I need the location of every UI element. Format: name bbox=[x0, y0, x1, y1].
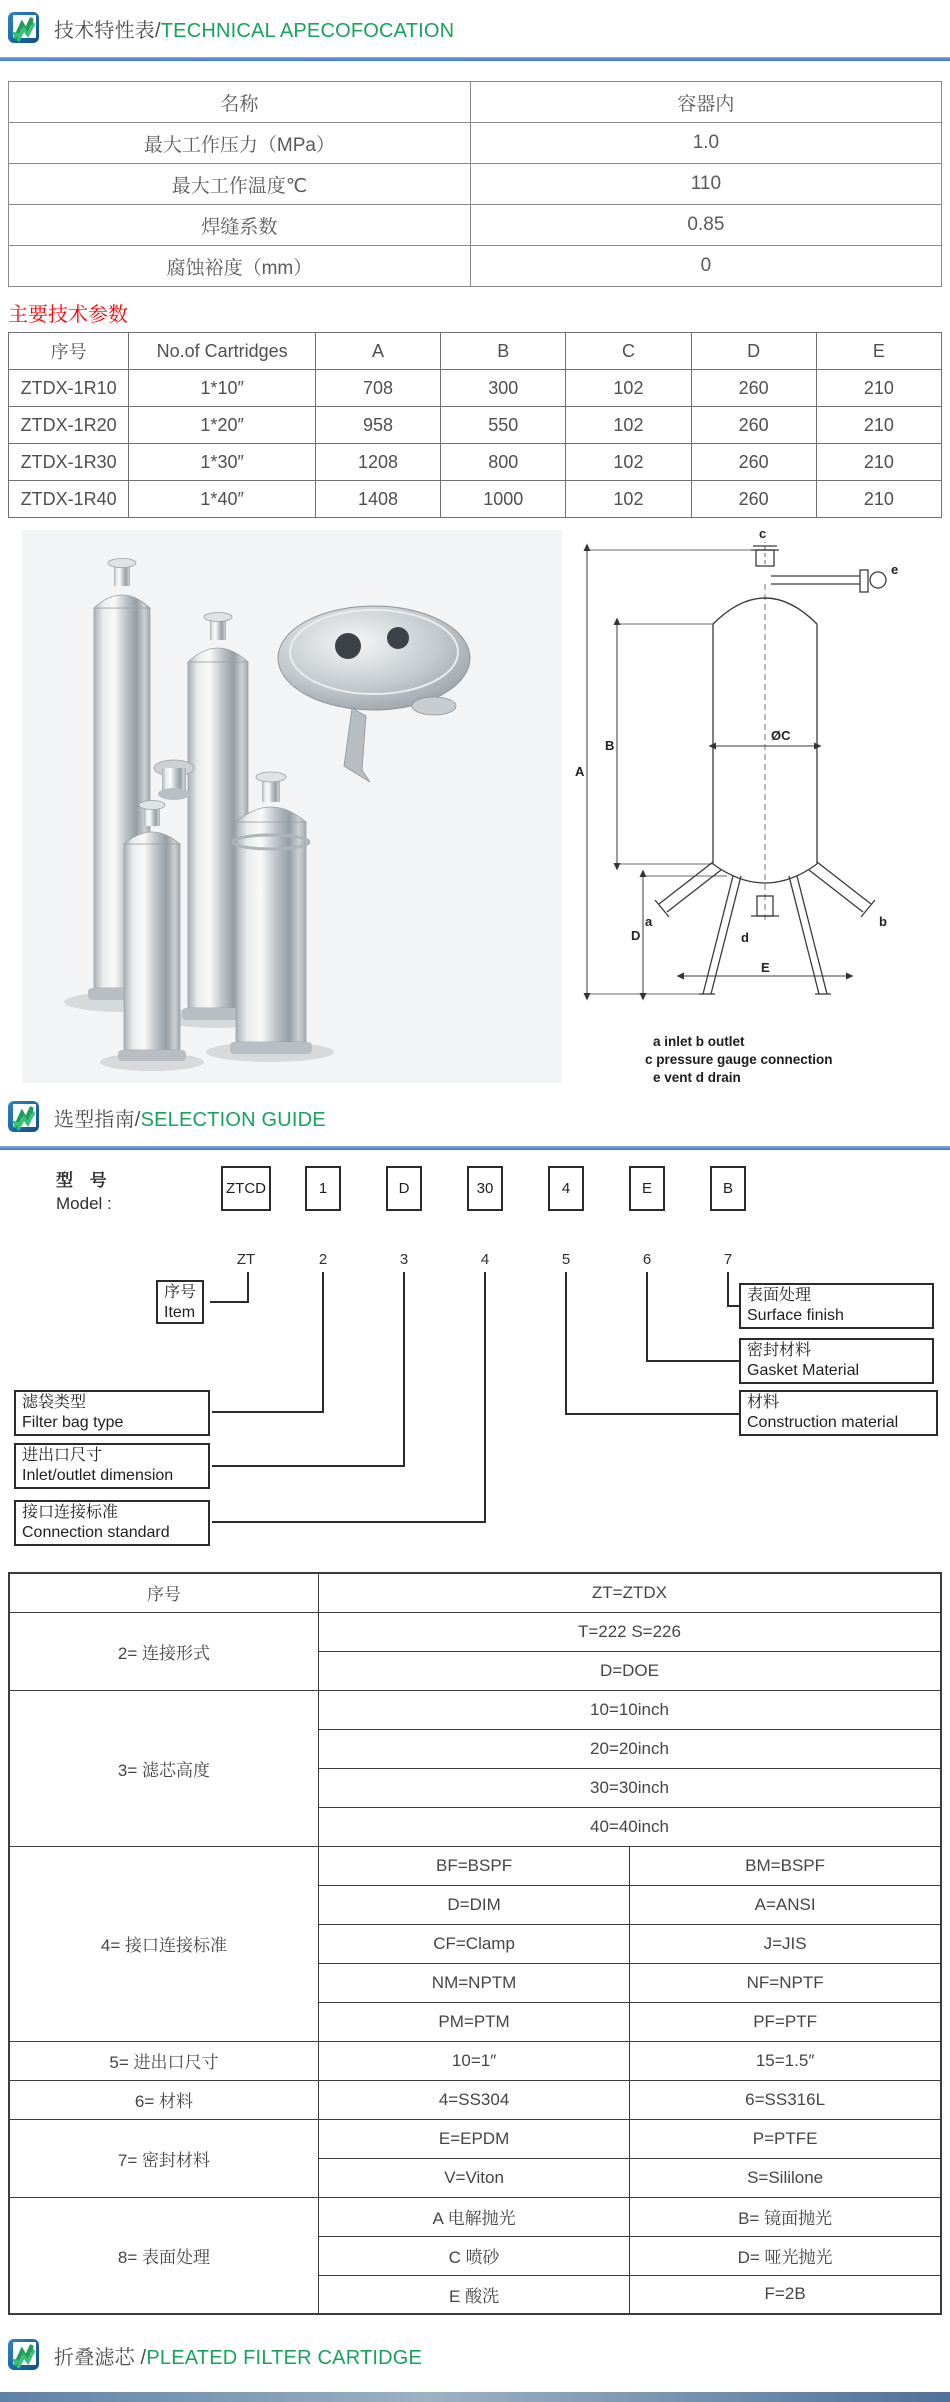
selection-group-label: 3= 滤芯高度 bbox=[9, 1690, 318, 1846]
selection-value-right: PF=PTF bbox=[630, 2002, 941, 2041]
params-value-cell: 1*20″ bbox=[129, 407, 316, 444]
selection-value-left: 10=1″ bbox=[318, 2041, 629, 2080]
spec-value: 0 bbox=[470, 246, 941, 287]
params-model-cell: ZTDX-1R30 bbox=[9, 444, 129, 481]
model-position-number: 6 bbox=[642, 1251, 652, 1268]
selection-value-left: E 酸洗 bbox=[318, 2275, 629, 2314]
params-model-cell: ZTDX-1R20 bbox=[9, 407, 129, 444]
selection-group-label: 2= 连接形式 bbox=[9, 1612, 318, 1690]
params-value-cell: 550 bbox=[441, 407, 566, 444]
callout-en: Construction material bbox=[747, 1414, 899, 1432]
model-position-number: 5 bbox=[561, 1251, 571, 1268]
params-header-cell: A bbox=[315, 333, 440, 370]
callout-surface-finish bbox=[739, 1283, 934, 1329]
brand-logo-icon bbox=[8, 10, 42, 46]
model-position-number: ZT bbox=[236, 1251, 256, 1268]
selection-value-left: A 电解抛光 bbox=[318, 2197, 629, 2236]
params-value-cell: 260 bbox=[691, 407, 816, 444]
callout-zh: 接口连接标准 bbox=[22, 1504, 119, 1521]
params-value-cell: 300 bbox=[441, 370, 566, 407]
callout-connection-standard bbox=[14, 1500, 210, 1546]
params-model-cell: ZTDX-1R40 bbox=[9, 481, 129, 518]
selection-value-right: 15=1.5″ bbox=[630, 2041, 941, 2080]
technical-drawing bbox=[565, 524, 950, 1089]
section-header-technical bbox=[0, 0, 950, 50]
model-label-zh: 型 号 bbox=[56, 1171, 113, 1190]
selection-value-left: PM=PTM bbox=[318, 2002, 629, 2041]
model-code-box: D bbox=[386, 1166, 422, 1211]
selection-row bbox=[9, 1573, 941, 1612]
params-value-cell: 210 bbox=[816, 407, 941, 444]
callout-en: Connection standard bbox=[22, 1524, 170, 1542]
title-en: SELECTION GUIDE bbox=[140, 1108, 326, 1131]
title-en: PLEATED FILTER CARTIDGE bbox=[146, 2346, 423, 2369]
title-en: TECHNICAL APECOFOCATION bbox=[160, 19, 455, 42]
callout-filter-bag-type bbox=[14, 1390, 210, 1436]
selection-row bbox=[9, 1612, 941, 1651]
model-code-box: E bbox=[629, 1166, 665, 1211]
params-value-cell: 102 bbox=[566, 407, 691, 444]
spec-label: 腐蚀裕度（mm） bbox=[9, 246, 471, 287]
selection-row bbox=[9, 1690, 941, 1729]
selection-value-right: B= 镜面抛光 bbox=[630, 2197, 941, 2236]
params-value-cell: 958 bbox=[315, 407, 440, 444]
params-value-cell: 1408 bbox=[315, 481, 440, 518]
blue-divider bbox=[0, 57, 950, 61]
title-zh: 选型指南/ bbox=[54, 1108, 141, 1131]
callout-zh: 密封材料 bbox=[747, 1342, 812, 1359]
selection-value-left: C 喷砂 bbox=[318, 2236, 629, 2275]
params-header-cell: E bbox=[816, 333, 941, 370]
params-value-cell: 260 bbox=[691, 444, 816, 481]
drawing-dim-a: A bbox=[575, 764, 585, 779]
params-row bbox=[9, 444, 942, 481]
callout-gasket-material bbox=[739, 1338, 934, 1384]
model-position-number: 3 bbox=[399, 1251, 409, 1268]
callout-zh: 表面处理 bbox=[747, 1287, 812, 1304]
selection-value-left: BF=BSPF bbox=[318, 1846, 629, 1885]
selection-value-right: D= 哑光抛光 bbox=[630, 2236, 941, 2275]
selection-row bbox=[9, 2119, 941, 2158]
selection-value-full: D=DOE bbox=[318, 1651, 941, 1690]
spec-table bbox=[8, 81, 942, 287]
params-value-cell: 260 bbox=[691, 481, 816, 518]
params-row bbox=[9, 370, 942, 407]
params-header-cell: C bbox=[566, 333, 691, 370]
selection-value-left: CF=Clamp bbox=[318, 1924, 629, 1963]
selection-value-full: 20=20inch bbox=[318, 1729, 941, 1768]
spec-row bbox=[9, 82, 942, 123]
params-value-cell: 102 bbox=[566, 370, 691, 407]
drawing-point-e: e bbox=[891, 562, 899, 577]
selection-table bbox=[8, 1572, 942, 2315]
title-zh: 技术特性表/ bbox=[54, 19, 161, 42]
spec-value: 110 bbox=[470, 164, 941, 205]
selection-value-right: P=PTFE bbox=[630, 2119, 941, 2158]
drawing-dim-d: D bbox=[631, 928, 641, 943]
selection-row bbox=[9, 2197, 941, 2236]
page-title bbox=[54, 2341, 422, 2370]
callout-item bbox=[156, 1280, 204, 1324]
spec-row bbox=[9, 246, 942, 287]
params-value-cell: 1*40″ bbox=[129, 481, 316, 518]
params-row bbox=[9, 407, 942, 444]
callout-construction-material bbox=[739, 1390, 938, 1436]
callout-en: Surface finish bbox=[747, 1307, 844, 1325]
title-zh: 折叠滤芯 / bbox=[54, 2346, 147, 2369]
drawing-point-a: a bbox=[645, 914, 653, 929]
callout-en: Inlet/outlet dimension bbox=[22, 1467, 174, 1485]
figures bbox=[0, 524, 950, 1089]
selection-group-label: 4= 接口连接标准 bbox=[9, 1846, 318, 2041]
selection-value-left: D=DIM bbox=[318, 1885, 629, 1924]
page-title bbox=[54, 1103, 326, 1132]
drawing-dim-e: E bbox=[761, 960, 770, 975]
callout-inlet-outlet-dimension bbox=[14, 1443, 210, 1489]
model-label-en: Model : bbox=[56, 1193, 112, 1213]
drawing-point-d: d bbox=[741, 930, 749, 945]
spec-label: 最大工作温度℃ bbox=[9, 164, 471, 205]
selection-value-left: 4=SS304 bbox=[318, 2080, 629, 2119]
selection-row bbox=[9, 1846, 941, 1885]
params-value-cell: 210 bbox=[816, 370, 941, 407]
model-code-box: 1 bbox=[305, 1166, 341, 1211]
model-code-box: B bbox=[710, 1166, 746, 1211]
selection-value-full: 30=30inch bbox=[318, 1768, 941, 1807]
model-position-number: 4 bbox=[480, 1251, 490, 1268]
selection-group-label: 8= 表面处理 bbox=[9, 2197, 318, 2314]
brand-logo-icon bbox=[8, 2337, 42, 2373]
params-value-cell: 1000 bbox=[441, 481, 566, 518]
callout-en: Item bbox=[164, 1304, 196, 1322]
selection-group-label: 6= 材料 bbox=[9, 2080, 318, 2119]
spec-row bbox=[9, 164, 942, 205]
spec-value: 0.85 bbox=[470, 205, 941, 246]
callout-zh: 材料 bbox=[747, 1394, 780, 1411]
selection-value-right: NF=NPTF bbox=[630, 1963, 941, 2002]
selection-value-right: F=2B bbox=[630, 2275, 941, 2314]
params-value-cell: 1208 bbox=[315, 444, 440, 481]
selection-value-right: 6=SS316L bbox=[630, 2080, 941, 2119]
params-value-cell: 210 bbox=[816, 444, 941, 481]
drawing-point-b: b bbox=[879, 914, 887, 929]
drawing-dim-b: B bbox=[605, 738, 615, 753]
callout-zh: 滤袋类型 bbox=[22, 1394, 87, 1411]
brand-logo-icon bbox=[8, 1099, 42, 1135]
bottom-divider-bar bbox=[0, 2392, 950, 2402]
params-table bbox=[8, 332, 942, 518]
params-header-cell: D bbox=[691, 333, 816, 370]
drawing-legend-line2: c pressure gauge connection bbox=[645, 1052, 833, 1067]
drawing-legend-line3: e vent d drain bbox=[653, 1070, 741, 1085]
spec-label: 名称 bbox=[9, 82, 471, 123]
selection-value-full: 40=40inch bbox=[318, 1807, 941, 1846]
product-photo-illustration bbox=[22, 530, 562, 1083]
selection-group-label: 序号 bbox=[9, 1573, 318, 1612]
drawing-legend-line1: a inlet b outlet bbox=[653, 1034, 745, 1049]
spec-row bbox=[9, 205, 942, 246]
params-value-cell: 102 bbox=[566, 481, 691, 518]
section-header-pleated-cartridge bbox=[0, 2327, 950, 2377]
selection-value-left: V=Viton bbox=[318, 2158, 629, 2197]
params-model-cell: ZTDX-1R10 bbox=[9, 370, 129, 407]
selection-value-right: A=ANSI bbox=[630, 1885, 941, 1924]
params-value-cell: 1*10″ bbox=[129, 370, 316, 407]
spec-row bbox=[9, 123, 942, 164]
callout-en: Filter bag type bbox=[22, 1414, 124, 1432]
params-value-cell: 210 bbox=[816, 481, 941, 518]
params-value-cell: 708 bbox=[315, 370, 440, 407]
params-header-cell: 序号 bbox=[9, 333, 129, 370]
spec-value: 容器内 bbox=[470, 82, 941, 123]
selection-group-label: 5= 进出口尺寸 bbox=[9, 2041, 318, 2080]
selection-group-label: 7= 密封材料 bbox=[9, 2119, 318, 2197]
model-position-number: 2 bbox=[318, 1251, 328, 1268]
model-position-number: 7 bbox=[723, 1251, 733, 1268]
selection-value-full: 10=10inch bbox=[318, 1690, 941, 1729]
selection-value-right: J=JIS bbox=[630, 1924, 941, 1963]
callout-en: Gasket Material bbox=[747, 1362, 860, 1380]
params-row bbox=[9, 481, 942, 518]
selection-value-left: E=EPDM bbox=[318, 2119, 629, 2158]
page-title bbox=[54, 14, 454, 43]
drawing-point-c: c bbox=[759, 526, 767, 541]
selection-value-full: T=222 S=226 bbox=[318, 1612, 941, 1651]
spec-value: 1.0 bbox=[470, 123, 941, 164]
params-heading: 主要技术参数 bbox=[8, 304, 128, 326]
model-code-box: ZTCD bbox=[221, 1166, 271, 1211]
model-selection-diagram bbox=[0, 1150, 950, 1550]
drawing-dim-c: ØC bbox=[771, 728, 791, 743]
params-header-cell: B bbox=[441, 333, 566, 370]
callout-zh: 进出口尺寸 bbox=[22, 1447, 103, 1464]
params-header-row bbox=[9, 333, 942, 370]
selection-value-right: BM=BSPF bbox=[630, 1846, 941, 1885]
selection-row bbox=[9, 2041, 941, 2080]
selection-row bbox=[9, 2080, 941, 2119]
params-value-cell: 800 bbox=[441, 444, 566, 481]
selection-value-right: S=Sililone bbox=[630, 2158, 941, 2197]
params-value-cell: 1*30″ bbox=[129, 444, 316, 481]
section-header-selection bbox=[0, 1089, 950, 1139]
model-code-box: 4 bbox=[548, 1166, 584, 1211]
params-value-cell: 260 bbox=[691, 370, 816, 407]
spec-label: 最大工作压力（MPa） bbox=[9, 123, 471, 164]
callout-zh: 序号 bbox=[164, 1284, 197, 1301]
model-code-box: 30 bbox=[467, 1166, 503, 1211]
selection-value-left: NM=NPTM bbox=[318, 1963, 629, 2002]
spec-label: 焊缝系数 bbox=[9, 205, 471, 246]
params-value-cell: 102 bbox=[566, 444, 691, 481]
selection-value-full: ZT=ZTDX bbox=[318, 1573, 941, 1612]
params-header-cell: No.of Cartridges bbox=[129, 333, 316, 370]
